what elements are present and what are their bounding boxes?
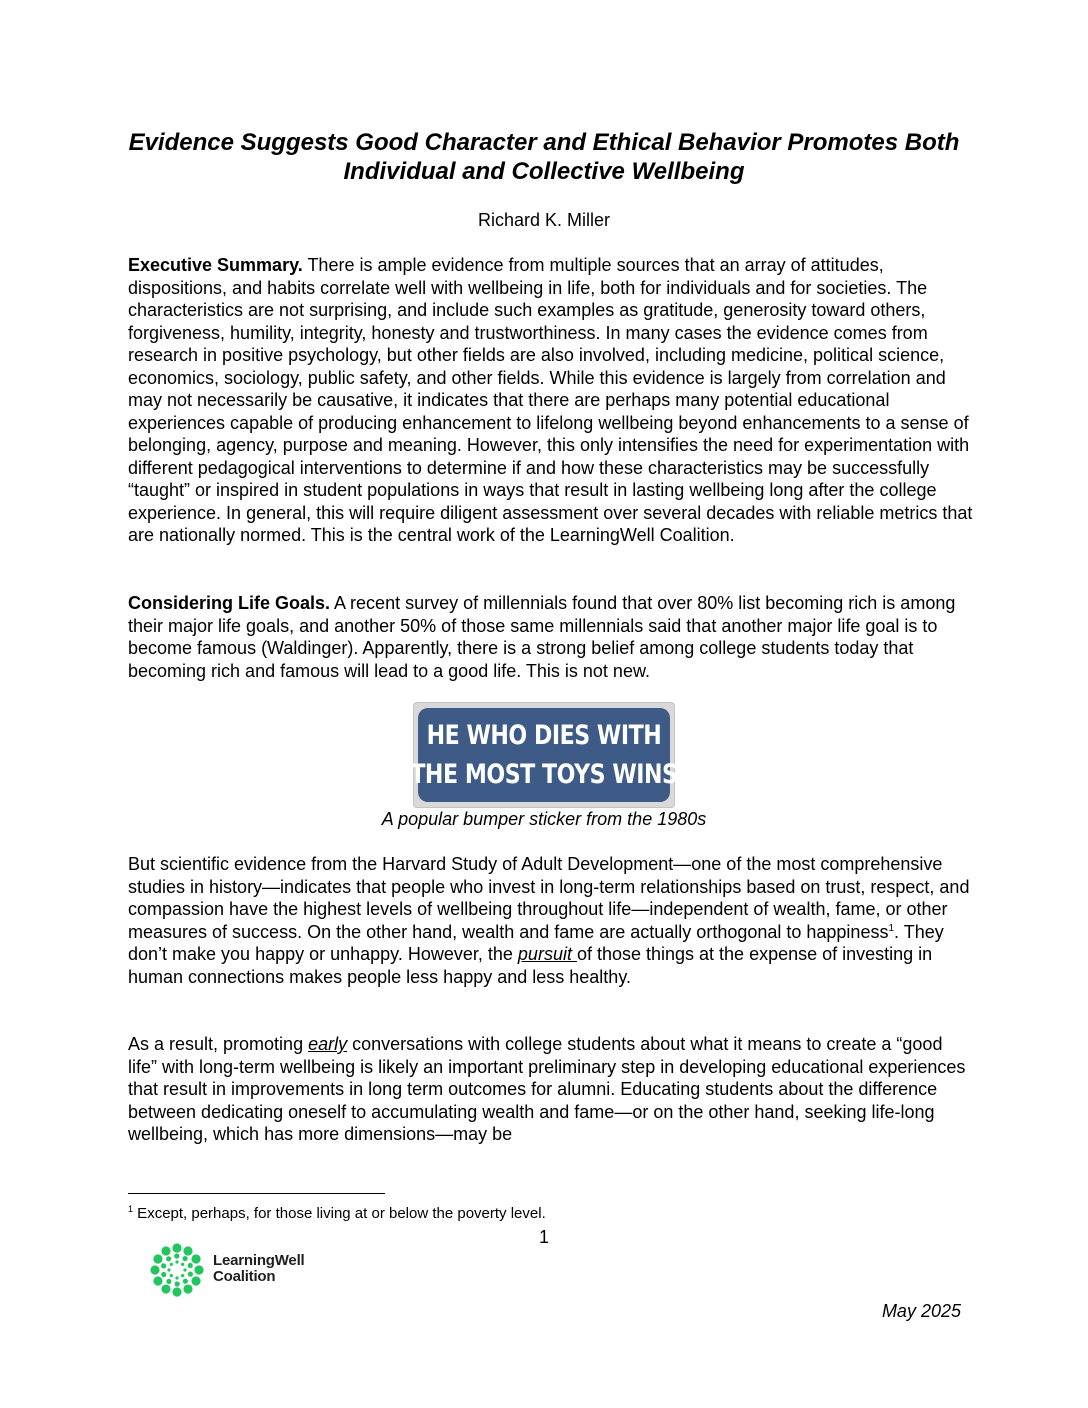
bumper-sticker-line-2: THE MOST TOYS WINS — [410, 759, 678, 790]
life-goals-text: A recent survey of millennials found that over 80% list becoming rich is among their major life goals, and another 50% of those same millennials said that another major life goal is to become famous (Waldinger). Apparently, there is a strong belief among college students today that becoming rich and famous will lead to a good life. This is not new. — [128, 593, 956, 681]
harvard-text-part-2: . They don’t make you happy or unhappy. However, the — [128, 921, 944, 964]
author-name: Richard K. Miller — [477, 210, 611, 230]
dotted-circle-logo-icon — [150, 1243, 204, 1297]
harvard-text-part-3: of those things at the expense of investing in human connections makes people less happy and less healthy. — [128, 944, 933, 987]
footnote-text: Except, perhaps, for those living at or below the poverty level. — [133, 1205, 546, 1222]
early-emphasis: early — [308, 1034, 348, 1054]
document-title: Evidence Suggests Good Character and Ethical Behavior Promotes Both Individual and Collective Wellbeing — [128, 129, 960, 185]
bumper-sticker-text — [410, 716, 677, 794]
executive-summary-heading: Executive Summary. — [128, 255, 303, 275]
document-date: May 2025 — [881, 1301, 961, 1321]
result-text-part-2: conversations with college students about what it means to create a “good life” with long-term wellbeing is likely an important preliminary step in developing educational experiences that result in improvements in long term outcomes for alumni. Educating students about the difference between dedicating oneself to accumulating wealth and fame—or on the other hand, seeking life-long wellbeing, which has more dimensions—may be — [128, 1034, 966, 1144]
bumper-sticker — [410, 708, 678, 802]
harvard-study-paragraph — [128, 853, 973, 988]
executive-summary-text: There is ample evidence from multiple sources that an array of attitudes, dispositions, and habits correlate well with wellbeing in life, both for individuals and for societies. The characteristics are not surprising, and include such examples as gratitude, generosity toward others, forgiveness, humility, integrity, honesty and trustworthiness. In many cases the evidence comes from research in positive psychology, but other fields are also involved, including medicine, political science, economics, sociology, public safety, and other fields. While this evidence is largely from correlation and may not necessarily be causative, it indicates that there are perhaps many potential educational experiences capable of producing enhancement to lifelong wellbeing beyond enhancements to a sense of belonging, agency, purpose and meaning. However, this only intensifies the need for experimentation with different pedagogical interventions to determine if and how these characteristics may be successfully “taught” or inspired in student populations in ways that result in lasting wellbeing long after the college experience. In general, this will require diligent assessment over several decades with reliable metrics that are nationally normed. This is the central work of the LearningWell Coalition. — [128, 255, 973, 545]
harvard-text-part-1: But scientific evidence from the Harvard Study of Adult Development—one of the most comprehensive studies in history—indicates that people who invest in long-term relationships based on trust, respect, and compassion have the highest levels of wellbeing throughout life—independent of wealth, fame, or other measures of success. On the other hand, wealth and fame are actually orthogonal to happiness — [128, 854, 970, 942]
footnote-divider — [128, 1193, 385, 1194]
logo-wordmark — [213, 1253, 305, 1285]
image-caption: A popular bumper sticker from the 1980s — [381, 809, 707, 829]
logo-line-1: LearningWell — [213, 1252, 305, 1269]
footnote-reference[interactable]: 1 — [888, 922, 895, 934]
result-paragraph — [128, 1033, 973, 1146]
bumper-sticker-image — [410, 702, 678, 808]
footnote — [128, 1205, 546, 1223]
executive-summary-paragraph — [128, 254, 973, 547]
logo-line-2: Coalition — [213, 1268, 276, 1285]
life-goals-heading: Considering Life Goals. — [128, 593, 331, 613]
result-text-part-1: As a result, promoting — [128, 1034, 309, 1054]
page-number: 1 — [538, 1227, 549, 1247]
bumper-sticker-line-1: HE WHO DIES WITH — [426, 720, 662, 751]
pursuit-emphasis: pursuit — [517, 944, 577, 964]
footnote-number: 1 — [128, 1204, 134, 1214]
life-goals-paragraph — [128, 592, 973, 682]
